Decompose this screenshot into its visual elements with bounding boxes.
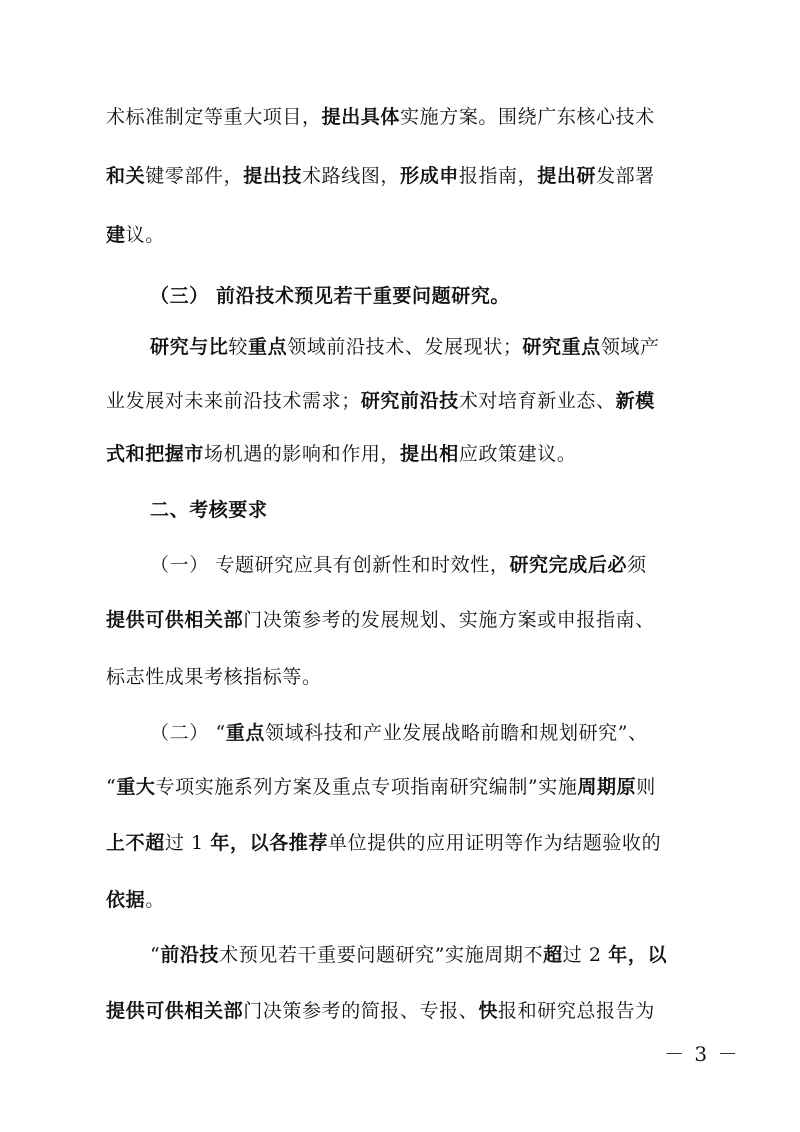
text-run: 重点	[225, 722, 265, 744]
text-run: 术预见若干重要问题研究”实施周期不	[219, 944, 544, 966]
text-run: 新模	[615, 390, 655, 412]
text-run: 形成申	[400, 165, 459, 187]
text-run: 较	[228, 336, 249, 358]
text-line-3	[0, 221, 800, 249]
text-run: 标志性成果考核指标等。	[106, 666, 322, 688]
text-run: 过 1	[164, 832, 211, 854]
text-line-14	[0, 829, 800, 857]
text-run: 领域前沿技术、发展现状；	[287, 336, 523, 358]
text-run: 须	[627, 554, 647, 576]
text-run: 前沿技	[160, 944, 220, 966]
text-run: 上不超	[106, 832, 165, 854]
text-run: “	[150, 944, 161, 966]
text-run: 周期原	[577, 776, 637, 798]
text-run: 提出相	[400, 443, 459, 465]
text-line-13	[0, 773, 800, 801]
text-run: 门决策参考的发展规划、实施方案或申报指南、	[243, 609, 655, 631]
text-run: 建	[106, 224, 126, 246]
text-run: 年，以	[608, 944, 668, 966]
page-number: － 3 －	[664, 1042, 740, 1066]
text-run: 专项实施系列方案及重点专项指南研究编制”实施	[155, 776, 578, 798]
text-run: 研究完成后必	[509, 554, 628, 576]
text-run: 发部署	[596, 165, 655, 187]
text-run: 应政策建议。	[458, 443, 577, 465]
text-run: 超	[543, 944, 563, 966]
text-run: 二、考核要求	[150, 499, 268, 521]
text-line-10	[0, 606, 800, 634]
text-run: 场机遇的影响和作用，	[204, 443, 401, 465]
text-run: 重点	[248, 336, 288, 358]
text-run: 式和把握市	[106, 443, 205, 465]
text-run: 研究与比	[150, 336, 229, 358]
text-run: “	[106, 776, 117, 798]
text-run: 提出技	[243, 165, 303, 187]
text-run: （二） “	[150, 722, 226, 744]
text-line-16	[0, 941, 800, 969]
text-line-12	[0, 719, 800, 747]
text-line-6	[0, 387, 800, 415]
text-line-2	[0, 162, 800, 190]
text-run: 提出研	[537, 165, 597, 187]
text-run: 提供可供相关部	[106, 609, 244, 631]
text-line-17	[0, 997, 800, 1025]
text-run: 研究重点	[522, 336, 601, 358]
text-run: 快	[478, 1000, 499, 1022]
text-line-9	[0, 551, 800, 579]
text-line-11	[0, 663, 800, 691]
text-line-15	[0, 886, 800, 914]
text-run: 领域产	[600, 336, 660, 358]
text-run: 提供可供相关部	[106, 1000, 244, 1022]
section-heading-2	[0, 496, 800, 524]
text-run: 门决策参考的简报、专报、	[243, 1000, 479, 1022]
text-run: 过 2	[562, 944, 609, 966]
text-run: 依据	[106, 889, 146, 911]
section-heading-3	[0, 282, 800, 310]
text-run: 议。	[125, 224, 165, 246]
text-line-7	[0, 440, 800, 468]
text-run: 重大	[116, 776, 156, 798]
text-run: 业发展对未来前沿技术需求；	[106, 390, 361, 412]
text-run: （三） 前沿技术预见若干重要问题研究。	[150, 285, 511, 307]
text-run: 和关	[106, 165, 146, 187]
text-run: 术标准制定等重大项目，	[106, 106, 322, 128]
text-run: 单位提供的应用证明等作为结题验收的	[328, 832, 662, 854]
text-run: 术对培育新业态、	[458, 390, 616, 412]
text-run: 键零部件，	[145, 165, 244, 187]
text-run: 术路线图，	[302, 165, 401, 187]
text-run: 提出具体	[321, 106, 401, 128]
text-run: 研究前沿技	[360, 390, 459, 412]
text-run: （一） 专题研究应具有创新性和时效性，	[150, 554, 510, 576]
text-run: 报指南，	[458, 165, 538, 187]
text-line-5	[0, 333, 800, 361]
text-run: 则	[636, 776, 656, 798]
text-run: 。	[145, 889, 165, 911]
text-line-1	[0, 103, 800, 131]
text-run: 年，以各推荐	[210, 832, 328, 854]
text-run: 报和研究总报告为	[498, 1000, 655, 1022]
text-run: 实施方案。围绕广东核心技术	[400, 106, 655, 128]
text-run: 领域科技和产业发展战略前瞻和规划研究”、	[264, 722, 648, 744]
